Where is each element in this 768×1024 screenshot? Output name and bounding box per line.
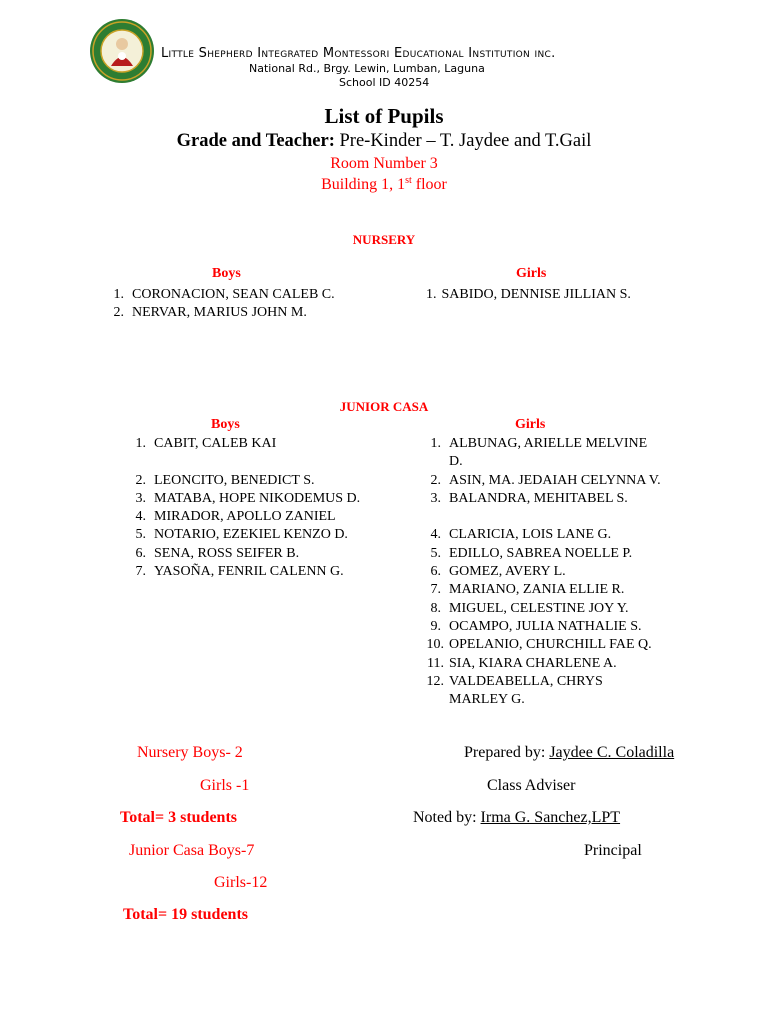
list-item-number: 3. [135, 490, 146, 506]
building-suffix: floor [411, 176, 447, 193]
list-item-number: 7. [430, 582, 441, 598]
list-item-number: 1. [426, 287, 437, 302]
junior-girls-label: Girls [515, 417, 546, 432]
list-item-name: CABIT, CALEB KAI [154, 436, 277, 451]
prepared-role: Class Adviser [487, 777, 576, 794]
list-item-number: 2. [430, 472, 441, 488]
school-seal-logo [89, 18, 155, 84]
noted-by [413, 809, 620, 827]
list-item-number: 6. [430, 564, 441, 580]
building-floor [0, 176, 768, 194]
summary-nursery-boys: Nursery Boys- 2 [137, 744, 243, 761]
list-item-name: YASOÑA, FENRIL CALENN G. [154, 564, 344, 580]
list-item [416, 435, 664, 472]
list-item-name: MIGUEL, CELESTINE JOY Y. [449, 600, 629, 616]
list-item-number: 10. [426, 637, 444, 653]
list-item-name: MATABA, HOPE NIKODEMUS D. [154, 490, 361, 506]
list-item-number: 1. [430, 436, 441, 451]
junior-boys-label: Boys [211, 417, 240, 432]
list-item [416, 563, 664, 581]
list-item [120, 508, 369, 526]
list-item-name: NOTARIO, EZEKIEL KENZO D. [154, 527, 348, 543]
list-item-name: LEONCITO, BENEDICT S. [154, 472, 315, 488]
summary-junior-girls: Girls-12 [214, 874, 268, 891]
list-item-number: 4. [135, 509, 146, 525]
list-item-number: 11. [427, 655, 444, 671]
list-item-name: ASIN, MA. JEDAIAH CELYNNA V. [449, 472, 661, 488]
list-item [120, 526, 369, 544]
list-item [120, 472, 369, 490]
list-item [416, 526, 664, 544]
list-item [416, 581, 664, 599]
grade-value: Pre-Kinder – T. Jaydee and T.Gail [339, 131, 592, 151]
list-item [416, 472, 664, 490]
list-item [100, 304, 335, 322]
list-spacer [120, 453, 369, 471]
list-item [416, 545, 664, 563]
list-item [416, 490, 664, 508]
grade-label: Grade and Teacher: [176, 131, 335, 151]
list-item [416, 636, 664, 654]
nursery-boys-list [100, 286, 335, 323]
list-item-name: SENA, ROSS SEIFER B. [154, 545, 300, 561]
summary-junior-total: Total= 19 students [123, 906, 248, 923]
list-item-number: 2. [135, 472, 146, 488]
list-item-name: OCAMPO, JULIA NATHALIE S. [449, 618, 642, 634]
list-item [416, 618, 664, 636]
list-spacer [416, 508, 664, 526]
list-item-name: ALBUNAG, ARIELLE MELVINE D. [449, 436, 648, 470]
junior-casa-heading: JUNIOR CASA [339, 399, 429, 414]
list-item-number: 3. [430, 490, 441, 506]
list-item-number: 5. [430, 545, 441, 561]
summary-nursery-girls: Girls -1 [200, 777, 250, 794]
list-item-name: EDILLO, SABREA NOELLE P. [449, 545, 633, 561]
list-item-name: CLARICIA, LOIS LANE G. [449, 527, 612, 543]
noted-role: Principal [584, 842, 642, 859]
list-item-number: 2. [113, 305, 124, 321]
building-prefix: Building 1, 1 [321, 176, 406, 193]
school-name: Little Shepherd Integrated Montessori Educational Institution inc. [161, 46, 556, 61]
summary-junior-boys: Junior Casa Boys-7 [129, 842, 255, 859]
list-item-name: MARIANO, ZANIA ELLIE R. [449, 582, 625, 598]
room-number: Room Number 3 [330, 155, 438, 172]
list-item [120, 545, 369, 563]
list-item [120, 563, 369, 581]
list-item-number: 1. [113, 287, 124, 302]
nursery-girls-label: Girls [516, 266, 547, 281]
school-id: School ID 40254 [339, 76, 430, 89]
list-item-name: VALDEABELLA, CHRYS MARLEY G. [449, 673, 603, 708]
prepared-label: Prepared by: [464, 744, 546, 761]
noted-name: Irma G. Sanchez,LPT [480, 809, 621, 826]
list-item-name: GOMEZ, AVERY L. [449, 564, 566, 580]
nursery-girls-list [426, 286, 631, 304]
nursery-heading: NURSERY [352, 232, 416, 247]
list-item-name: BALANDRA, MEHITABEL S. [449, 490, 628, 506]
prepared-by [464, 744, 712, 762]
building-sup: st [405, 175, 412, 186]
list-item-name: OPELANIO, CHURCHILL FAE Q. [449, 637, 652, 653]
noted-label: Noted by: [413, 809, 477, 826]
list-item-number: 8. [430, 600, 441, 616]
junior-girls-list [416, 435, 664, 709]
list-item [426, 286, 631, 304]
list-item-number: 6. [135, 545, 146, 561]
list-item-name: NERVAR, MARIUS JOHN M. [132, 305, 307, 321]
list-item-number: 7. [135, 564, 146, 580]
list-item-name: CORONACION, SEAN CALEB C. [132, 287, 335, 302]
list-item-name: SIA, KIARA CHARLENE A. [449, 655, 617, 671]
list-item [100, 286, 335, 304]
junior-boys-list [120, 435, 369, 581]
nursery-boys-label: Boys [212, 266, 241, 281]
school-address: National Rd., Brgy. Lewin, Lumban, Laguna [249, 62, 485, 75]
list-item-number: 1. [135, 436, 146, 451]
grade-and-teacher [0, 131, 768, 152]
list-item [120, 435, 369, 453]
summary-nursery-total: Total= 3 students [120, 809, 237, 826]
list-item-number: 5. [135, 527, 146, 543]
list-item-name: SABIDO, DENNISE JILLIAN S. [441, 287, 631, 302]
prepared-name: Jaydee C. Coladilla [549, 744, 675, 761]
list-item [416, 655, 664, 673]
list-item [416, 600, 664, 618]
list-item-number: 12. [426, 673, 444, 689]
list-item [416, 673, 664, 710]
page-title: List of Pupils [324, 104, 444, 128]
list-item-name: MIRADOR, APOLLO ZANIEL [154, 509, 336, 525]
list-item-number: 9. [430, 618, 441, 634]
list-item-number: 4. [430, 527, 441, 543]
list-item [120, 490, 369, 508]
